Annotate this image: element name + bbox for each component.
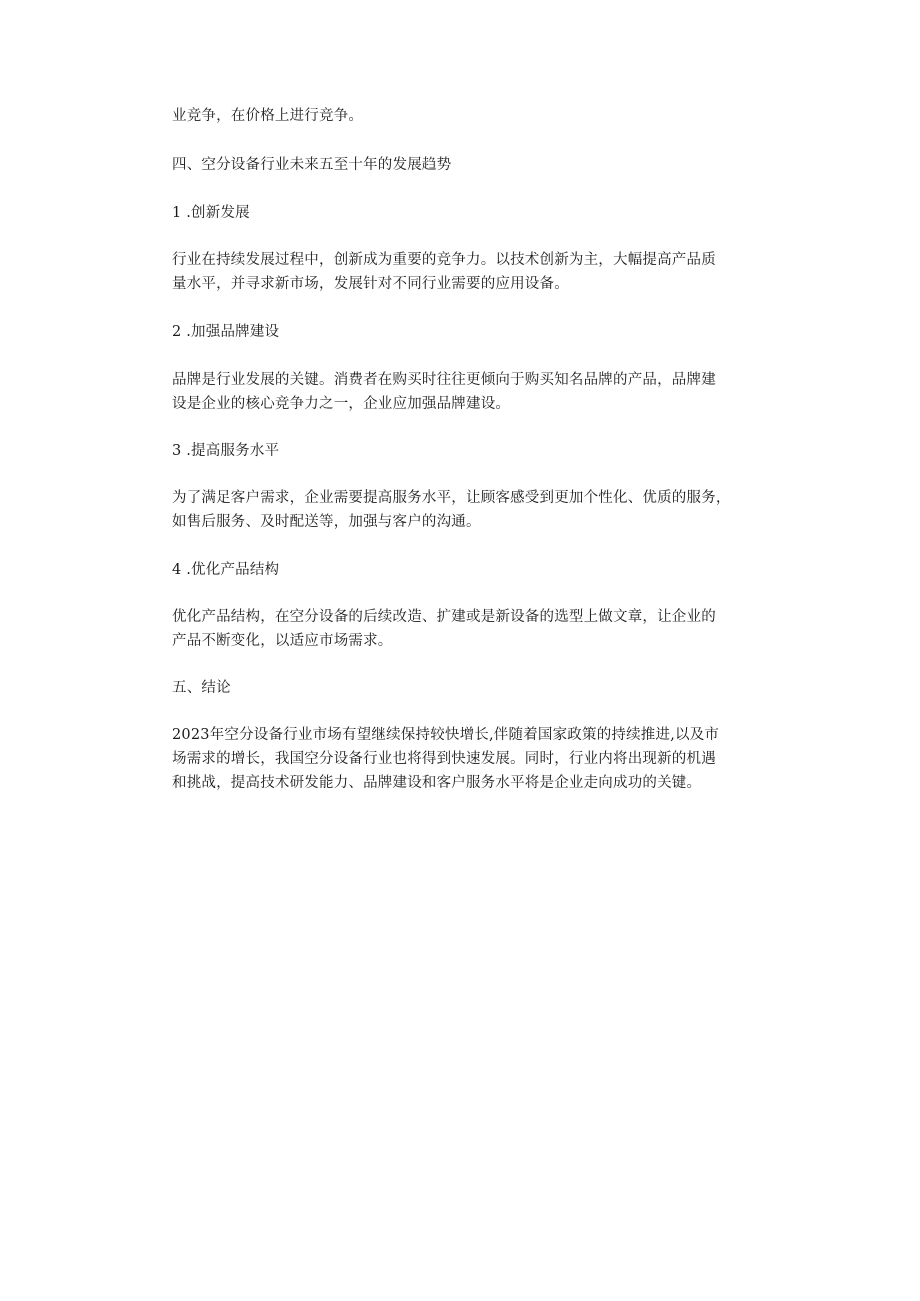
subheading-4: 4 .优化产品结构 (172, 562, 280, 578)
subheading-1: 1 .创新发展 (172, 205, 250, 221)
subheading-2: 2 .加强品牌建设 (172, 324, 280, 340)
paragraph-4-line-2: 产品不断变化，以适应市场需求。 (172, 633, 393, 649)
paragraph-1-line-1: 行业在持续发展过程中，创新成为重要的竞争力。以技术创新为主，大幅提高产品质 (172, 252, 716, 268)
paragraph-3-line-2: 如售后服务、及时配送等，加强与客户的沟通。 (172, 514, 481, 530)
paragraph-3-line-1: 为了满足客户需求，企业需要提高服务水平，让顾客感受到更加个性化、优质的服务， (172, 490, 731, 506)
subheading-3: 3 .提高服务水平 (172, 443, 280, 459)
section-heading-4: 四、空分设备行业未来五至十年的发展趋势 (172, 157, 452, 173)
paragraph-4-line-1: 优化产品结构，在空分设备的后续改造、扩建或是新设备的选型上做文章，让企业的 (172, 609, 716, 625)
conclusion-line-2: 场需求的增长，我国空分设备行业也将得到快速发展。同时，行业内将出现新的机遇 (172, 751, 716, 767)
conclusion-line-1: 2023年空分设备行业市场有望继续保持较快增长,伴随着国家政策的持续推进,以及市 (172, 727, 720, 743)
section-heading-5: 五、结论 (172, 680, 231, 696)
paragraph-1-line-2: 量水平，并寻求新市场，发展针对不同行业需要的应用设备。 (172, 276, 569, 292)
paragraph-2-line-2: 设是企业的核心竞争力之一，企业应加强品牌建设。 (172, 396, 511, 412)
paragraph-2-line-1: 品牌是行业发展的关键。消费者在购买时往往更倾向于购买知名品牌的产品，品牌建 (172, 372, 716, 388)
paragraph-line-continued: 业竞争，在价格上进行竞争。 (172, 108, 364, 124)
conclusion-line-3: 和挑战，提高技术研发能力、品牌建设和客户服务水平将是企业走向成功的关键。 (172, 775, 702, 791)
